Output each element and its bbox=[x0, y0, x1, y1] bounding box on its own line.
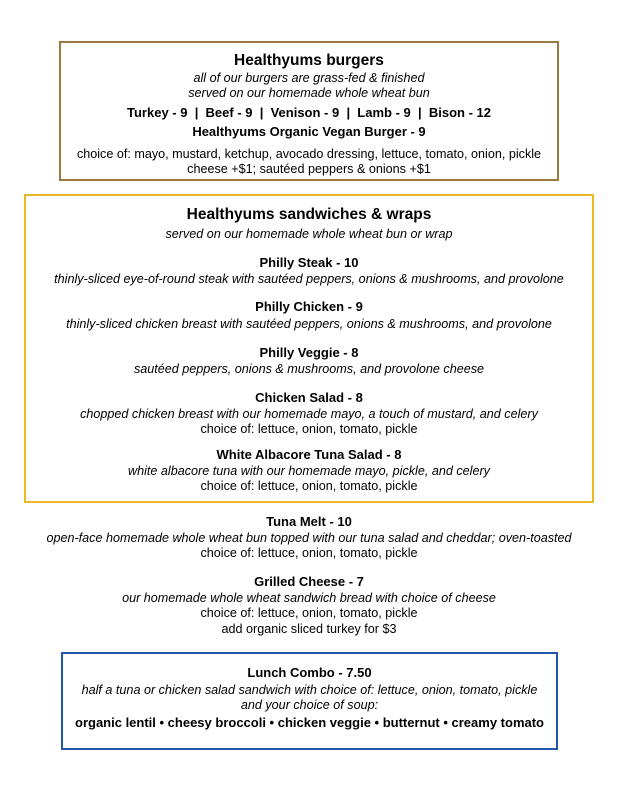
grilled-cheese-name: Grilled Cheese - 7 bbox=[254, 574, 364, 589]
menu-item-name: Philly Steak - 10 bbox=[259, 255, 359, 270]
menu-item-name: Philly Chicken - 9 bbox=[255, 299, 363, 314]
combo-title: Lunch Combo - 7.50 bbox=[247, 665, 372, 680]
vegan-burger: Healthyums Organic Vegan Burger - 9 bbox=[192, 124, 426, 139]
burgers-subtitle-1: all of our burgers are grass-fed & finished bbox=[193, 71, 425, 85]
sandwiches-title: Healthyums sandwiches & wraps bbox=[186, 206, 432, 223]
burgers-subtitle-2: served on our homemade whole wheat bun bbox=[188, 86, 430, 100]
menu-item-name: Philly Veggie - 8 bbox=[259, 345, 359, 360]
menu-item-desc: sautéed peppers, onions & mushrooms, and provolone cheese bbox=[133, 362, 485, 376]
tuna-melt-choice: choice of: lettuce, onion, tomato, pickle bbox=[200, 546, 418, 560]
sandwiches-subtitle: served on our homemade whole wheat bun or wrap bbox=[165, 227, 453, 241]
burgers-extras: cheese +$1; sautéed peppers & onions +$1 bbox=[187, 162, 431, 176]
menu-item-choice: choice of: lettuce, onion, tomato, pickle bbox=[200, 422, 418, 436]
combo-soups: organic lentil • cheesy broccoli • chicken veggie • butternut • creamy tomato bbox=[75, 715, 544, 730]
combo-desc-2: and your choice of soup: bbox=[240, 698, 379, 712]
tuna-melt-name: Tuna Melt - 10 bbox=[266, 514, 352, 529]
menu-item-choice: choice of: lettuce, onion, tomato, pickle bbox=[200, 479, 418, 493]
grilled-cheese-addon: add organic sliced turkey for $3 bbox=[221, 622, 397, 636]
combo-desc-1: half a tuna or chicken salad sandwich with choice of: lettuce, onion, tomato, pickle bbox=[81, 683, 538, 697]
burgers-section bbox=[59, 41, 559, 181]
menu-item-desc: thinly-sliced chicken breast with sautéed peppers, onions & mushrooms, and provolone bbox=[66, 317, 552, 331]
menu-item-desc: chopped chicken breast with our homemade mayo, a touch of mustard, and celery bbox=[80, 407, 538, 421]
menu-item-name: Chicken Salad - 8 bbox=[255, 390, 363, 405]
grilled-cheese-desc: our homemade whole wheat sandwich bread with choice of cheese bbox=[122, 591, 496, 605]
menu-item-desc: white albacore tuna with our homemade mayo, pickle, and celery bbox=[128, 464, 490, 478]
burgers-prices: Turkey - 9 | Beef - 9 | Venison - 9 | Lamb - 9 | Bison - 12 bbox=[127, 105, 491, 120]
tuna-melt-desc: open-face homemade whole wheat bun topped with our tuna salad and cheddar; oven-toasted bbox=[46, 531, 572, 545]
menu-item-name: White Albacore Tuna Salad - 8 bbox=[216, 447, 402, 462]
lunch-combo-section bbox=[61, 652, 558, 750]
grilled-cheese-choice: choice of: lettuce, onion, tomato, pickle bbox=[200, 606, 418, 620]
burgers-title: Healthyums burgers bbox=[234, 52, 384, 69]
menu-item-desc: thinly-sliced eye-of-round steak with sautéed peppers, onions & mushrooms, and provolone bbox=[54, 272, 564, 286]
burgers-toppings: choice of: mayo, mustard, ketchup, avocado dressing, lettuce, tomato, onion, pickle bbox=[76, 147, 542, 161]
sandwiches-section bbox=[24, 194, 594, 503]
